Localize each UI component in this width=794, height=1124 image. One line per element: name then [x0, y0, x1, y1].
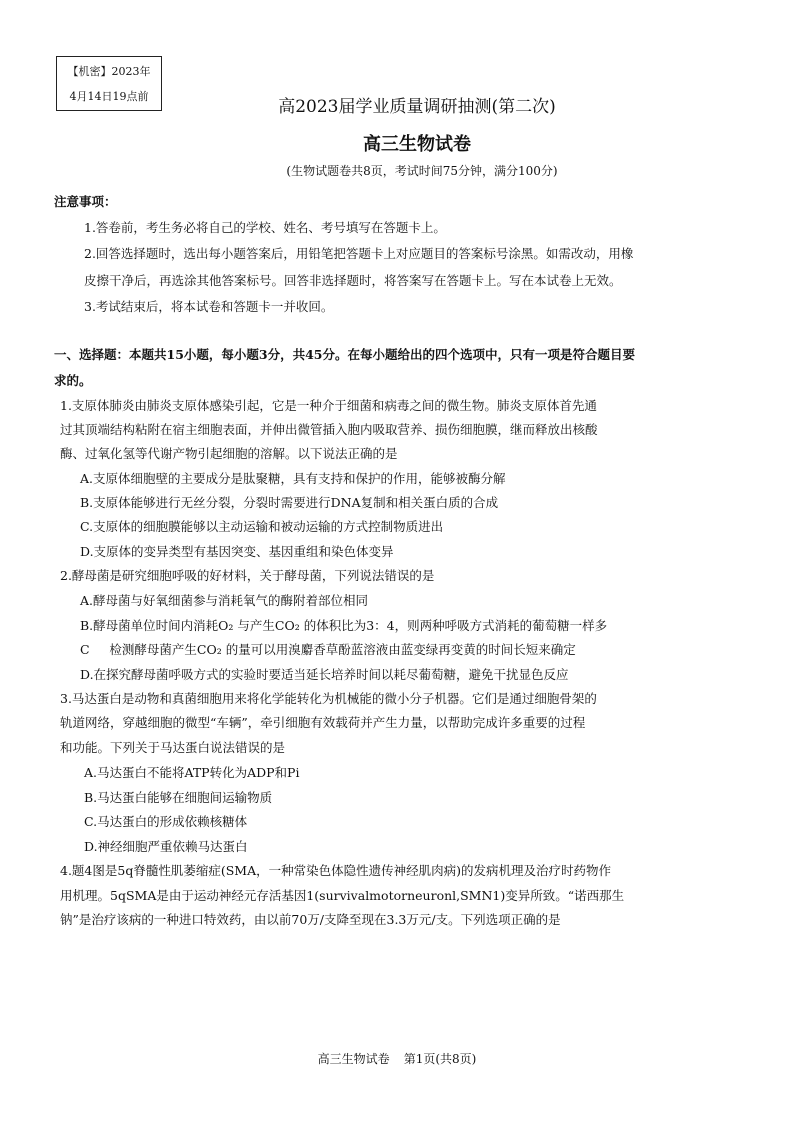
note-item: 1.答卷前，考生务必将自己的学校、姓名、考号填写在答题卡上。 [84, 220, 446, 235]
page-footer [0, 1050, 794, 1067]
notes-heading: 注意事项： [54, 194, 117, 209]
section-heading: 一、选择题：本题共15小题，每小题3分，共45分。在每小题给出的四个选项中，只有一项是符合题目要 [54, 347, 635, 362]
exam-title: 高2023届学业质量调研抽测(第二次) [278, 97, 556, 117]
question-1-text: 酶、过氧化氢等代谢产物引起细胞的溶解。以下说法正确的是 [60, 446, 398, 461]
question-3-text: 轨道网络，穿越细胞的微型“车辆”，牵引细胞有效载荷并产生力量，以帮助完成许多重要的过程 [60, 715, 586, 730]
stamp-line-2: 4月14日19点前 [69, 90, 149, 103]
note-item: 2.回答选择题时，选出每小题答案后，用铅笔把答题卡上对应题目的答案标号涂黑。如需改动，用橡 [84, 246, 634, 261]
question-4-text: 4.题4图是5q脊髓性肌萎缩症(SMA，一种常染色体隐性遗传神经肌肉病)的发病机理及治疗时药物作 [60, 863, 611, 878]
exam-info: (生物试题卷共8页，考试时间75分钟，满分100分) [286, 164, 558, 178]
question-1-text: 1.支原体肺炎由肺炎支原体感染引起，它是一种介于细菌和病毒之间的微生物。肺炎支原体首先通 [60, 398, 597, 413]
question-2-text: 2.酵母菌是研究细胞呼吸的好材料，关于酵母菌，下列说法错误的是 [60, 568, 435, 583]
note-item: 3.考试结束后，将本试卷和答题卡一并收回。 [84, 299, 334, 314]
question-1-option-c: C.支原体的细胞膜能够以主动运输和被动运输的方式控制物质进出 [80, 519, 444, 534]
question-1-option-d: D.支原体的变异类型有基因突变、基因重组和染色体变异 [80, 544, 394, 559]
footer-subject: 高三生物试卷 [317, 1052, 390, 1066]
note-item: 皮擦干净后，再选涂其他答案标号。回答非选择题时，将答案写在答题卡上。写在本试卷上无效。 [84, 273, 622, 288]
footer-page-number: 第1页(共8页) [403, 1052, 477, 1066]
question-2-option-a: A.酵母菌与好氧细菌参与消耗氧气的酶附着部位相同 [80, 593, 369, 608]
question-3-option-a: A.马达蛋白不能将ATP转化为ADP和Pi [84, 765, 300, 780]
question-3-option-c: C.马达蛋白的形成依赖核糖体 [84, 814, 248, 829]
question-1-option-b: B.支原体能够进行无丝分裂，分裂时需要进行DNA复制和相关蛋白质的合成 [80, 495, 499, 510]
question-4-text: 用机理。5qSMA是由于运动神经元存活基因1(survivalmotorneuronl,SMN1)变异所致。“诺西那生 [60, 888, 625, 903]
question-1-text: 过其顶端结构粘附在宿主细胞表面，并伸出微管插入胞内吸取营养、损伤细胞膜，继而释放出核酸 [60, 422, 598, 437]
question-3-text: 3.马达蛋白是动物和真菌细胞用来将化学能转化为机械能的微小分子机器。它们是通过细胞骨架的 [60, 691, 597, 706]
question-2-option-b: B.酵母菌单位时间内消耗O₂ 与产生CO₂ 的体积比为3：4，则两种呼吸方式消耗的葡萄糖一样多 [80, 618, 608, 633]
question-2-option-c: C 检测酵母菌产生CO₂ 的量可以用溴麝香草酚蓝溶液由蓝变绿再变黄的时间长短来确定 [80, 642, 576, 657]
stamp-line-1: 【机密】2023年 [67, 65, 151, 78]
question-3-option-d: D.神经细胞严重依赖马达蛋白 [84, 839, 248, 854]
question-3-text: 和功能。下列关于马达蛋白说法错误的是 [60, 740, 286, 755]
question-2-option-d: D.在探究酵母菌呼吸方式的实验时要适当延长培养时间以耗尽葡萄糖，避免干扰显色反应 [80, 667, 569, 682]
section-heading-cont: 求的。 [54, 373, 92, 388]
exam-subtitle: 高三生物试卷 [363, 134, 471, 155]
question-1-option-a: A.支原体细胞壁的主要成分是肽聚糖，具有支持和保护的作用，能够被酶分解 [80, 471, 506, 486]
question-3-option-b: B.马达蛋白能够在细胞间运输物质 [84, 790, 273, 805]
question-4-text: 钠”是治疗该病的一种进口特效药，由以前70万/支降至现在3.3万元/支。下列选项正确的是 [60, 912, 561, 927]
